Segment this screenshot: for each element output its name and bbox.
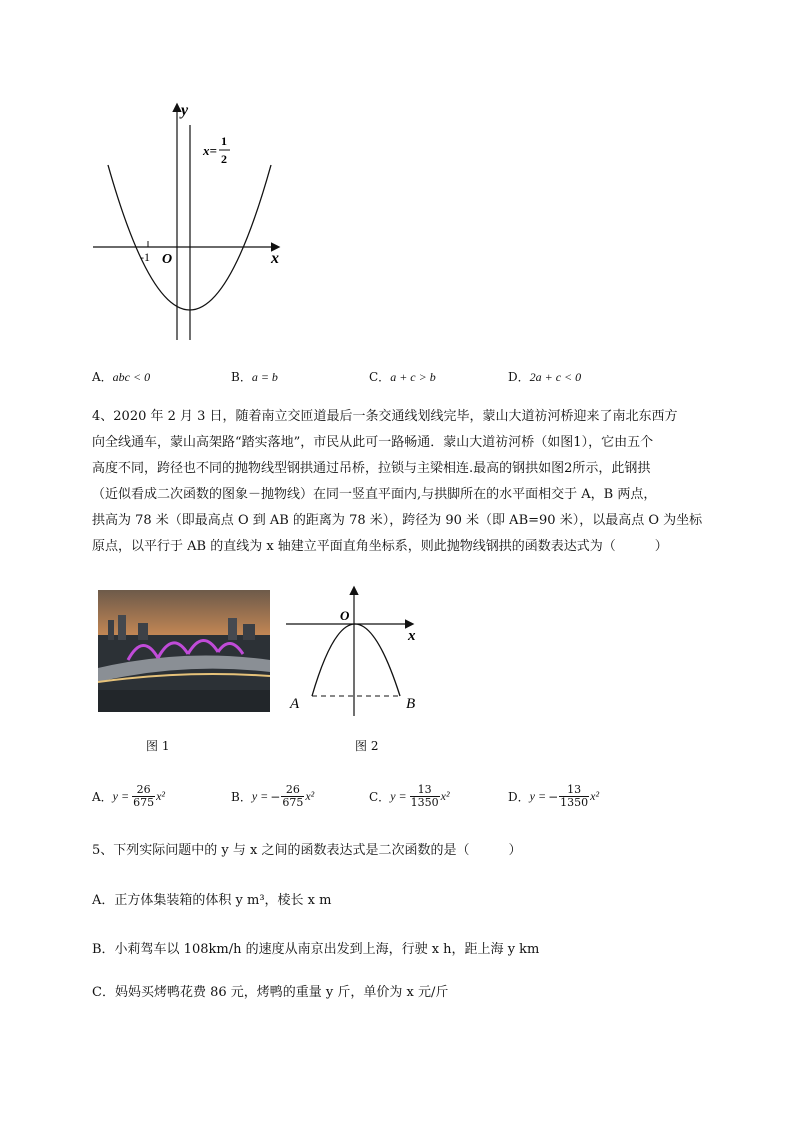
q4-option-d-sign: − xyxy=(548,789,559,804)
q5-stem: 5、下列实际问题中的 y 与 x 之间的函数表达式是二次函数的是（ ） xyxy=(92,843,522,858)
q3-axis-eq-den: 2 xyxy=(221,152,227,166)
q4-option-d-letter: D． xyxy=(508,790,530,804)
q4-line-6: 原点，以平行于 AB 的直线为 x 轴建立平面直角坐标系，则此抛物线钢拱的函数表达式为（ ） xyxy=(92,539,668,554)
q3-origin-label: O xyxy=(162,252,173,267)
q4-line-2: 向全线通车，蒙山高架路“踏实落地”，市民从此可一路畅通．蒙山大道祊河桥（如图1），它由五个 xyxy=(92,435,654,450)
q4-option-b-letter: B． xyxy=(231,790,252,804)
q3-option-d-text: 2a + c < 0 xyxy=(529,370,582,384)
q3-option-c-letter: C． xyxy=(369,370,391,384)
q3-option-a-text: abc < 0 xyxy=(112,370,151,384)
fig2-x-label: x xyxy=(408,628,416,644)
q4-option-c-var: x² xyxy=(440,789,450,803)
q4-option-a[interactable] xyxy=(92,784,165,809)
q4-option-c-letter: C． xyxy=(369,790,391,804)
q3-option-a-letter: A． xyxy=(92,370,113,384)
q4-option-b-sign: − xyxy=(270,789,281,804)
fig1-caption: 图 1 xyxy=(146,739,170,753)
q4-option-b-var: x² xyxy=(305,789,315,803)
q3-option-a[interactable] xyxy=(92,368,150,385)
q3-axis-eq-num: 1 xyxy=(221,134,227,148)
q3-tick-label: -1 xyxy=(140,250,150,264)
q4-option-b-lhs: y = xyxy=(251,789,269,803)
q4-line-1: 4、2020 年 2 月 3 日，随着南立交匝道最后一条交通线划线完毕，蒙山大道祊河桥迎来了南北东西方 xyxy=(92,409,678,424)
fig2-a-label: A xyxy=(290,696,300,712)
q4-option-d-fraction: $\frac{13}{1350}$ xyxy=(560,783,589,809)
q5-option-a[interactable]: A．正方体集装箱的体积 y m³，棱长 x m xyxy=(92,893,332,908)
q3-parabola-graph xyxy=(88,95,288,345)
q4-line-3: 高度不同，跨径也不同的抛物线型钢拱通过吊桥，拉锁与主梁相连.最高的钢拱如图2所示，此钢拱 xyxy=(92,461,651,476)
q3-y-label: y xyxy=(181,102,189,119)
q4-option-b[interactable] xyxy=(231,784,314,809)
fig2-o-label: O xyxy=(340,608,350,623)
q4-line-5: 拱高为 78 米（即最高点 O 到 AB 的距离为 78 米），跨径为 90 米（即 AB=90 米），以最高点 O 为坐标 xyxy=(92,513,703,528)
q4-option-b-fraction: $\frac{26}{675}$ xyxy=(282,783,304,809)
fig2-caption: 图 2 xyxy=(355,739,379,753)
q4-option-c-fraction: $\frac{13}{1350}$ xyxy=(410,783,439,809)
q4-option-d[interactable] xyxy=(508,784,599,809)
q3-option-d-letter: D． xyxy=(508,370,530,384)
arch-diagram xyxy=(282,580,422,720)
q5-option-c[interactable]: C．妈妈买烤鸭花费 86 元，烤鸭的重量 y 斤，单价为 x 元/斤 xyxy=(92,985,449,1000)
q4-option-a-fraction: $\frac{26}{675}$ xyxy=(133,783,155,809)
q4-option-a-var: x² xyxy=(156,789,166,803)
q4-option-c[interactable] xyxy=(369,784,450,809)
q4-option-a-lhs: y = xyxy=(112,789,130,803)
q3-option-d[interactable] xyxy=(508,368,581,385)
fig2-b-label: B xyxy=(406,696,416,712)
bridge-photo xyxy=(98,590,270,712)
q4-line-4: （近似看成二次函数的图象－抛物线）在同一竖直平面内,与拱脚所在的水平面相交于 A，B 两点， xyxy=(92,487,657,502)
q4-option-d-var: x² xyxy=(590,789,600,803)
q5-option-b[interactable]: B．小莉驾车以 108km/h 的速度从南京出发到上海，行驶 x h，距上海 y km xyxy=(92,942,540,957)
q3-option-c[interactable] xyxy=(369,368,436,385)
q3-axis-eq-prefix: x= xyxy=(203,143,217,158)
q3-option-b[interactable] xyxy=(231,368,278,385)
q4-option-c-lhs: y = xyxy=(390,789,407,803)
q3-option-b-text: a = b xyxy=(251,370,278,384)
fig2-arch xyxy=(312,624,400,696)
q4-question-text xyxy=(92,404,732,560)
q4-option-d-lhs: y = xyxy=(529,789,547,803)
q3-x-label: x xyxy=(271,250,279,267)
q3-option-b-letter: B． xyxy=(231,370,252,384)
q4-option-a-letter: A． xyxy=(92,790,113,804)
q3-option-c-text: a + c > b xyxy=(390,370,436,384)
